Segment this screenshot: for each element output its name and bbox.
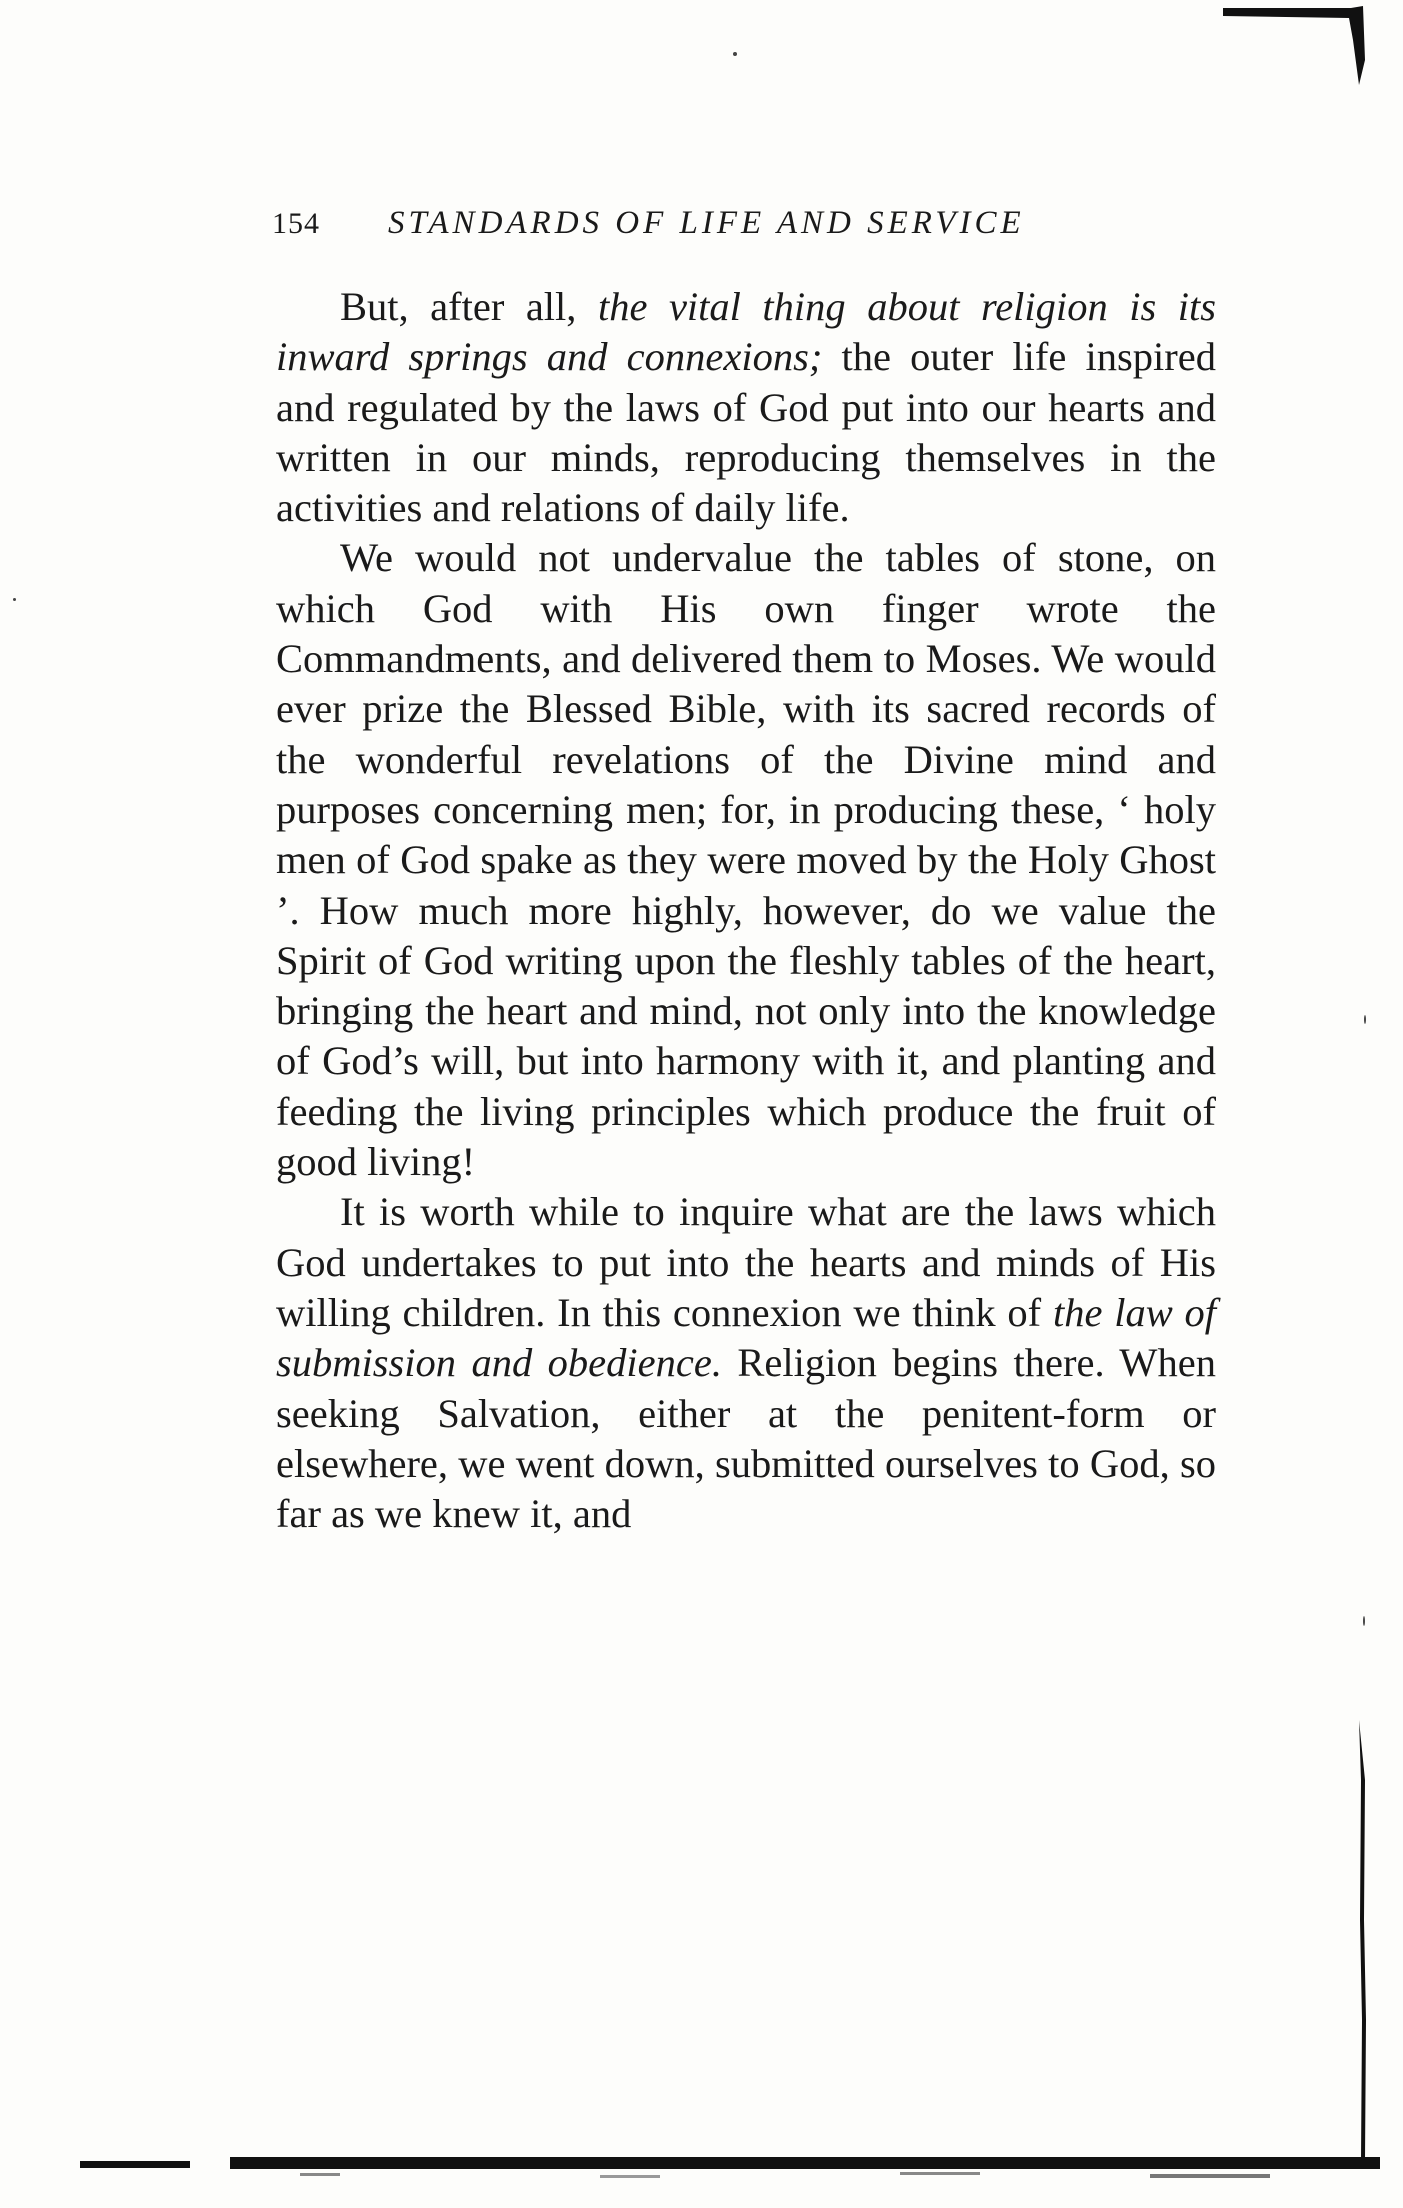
text-run: the outer life inspired and regulated by the laws of God put into our hearts and written in our minds, reproducing themselves in the activities and relations of daily life. (276, 334, 1216, 531)
scan-corner-mark (1223, 0, 1373, 90)
scan-edge-shadow (1353, 1720, 1373, 2160)
page-number: 154 (272, 207, 320, 240)
scan-speck (13, 598, 16, 601)
text-run: We would not undervalue the tables of stone, on which God with His own finger wrote the Commandments, and delivered them to Moses. We would ever prize the Blessed Bible, with its sacred records of the wonderful revelations of the Divine mind and purposes concerning men; for, in producing these, ‘ holy men of God spake as they were moved by the Holy Ghost ’. How much more highly, however, do we value the Spirit of God writing upon the fleshly tables of the heart, bringing the heart and mind, not only into the knowledge of God’s will, but into harmony with it, and planting and feeding the living principles which produce the fruit of good living! (276, 535, 1216, 1185)
body-text (276, 282, 1216, 1539)
paragraph (276, 282, 1216, 533)
running-head (272, 205, 1222, 261)
paragraph (276, 533, 1216, 1187)
italic-text-run: the vital thing about religion is its inward springs and connexions; (276, 284, 1216, 380)
running-title: STANDARDS OF LIFE AND SERVICE (388, 205, 1025, 241)
scan-speck (1363, 1616, 1365, 1626)
text-run: It is worth while to inquire what are the laws which God undertakes to put into the hearts and minds of His willing children. In this connexion we think of (276, 1189, 1216, 1335)
italic-text-run: the law of submission and obedience. (276, 1289, 1216, 1386)
text-run: Religion begins there. When seeking Salvation, either at the penitent-form or elsewhere, we went down, submitted ourselves to God, so far as we knew it, and (276, 1340, 1216, 1537)
scan-bottom-band (0, 2155, 1403, 2208)
paragraph (276, 1187, 1216, 1539)
scan-speck (1364, 1015, 1366, 1024)
scan-speck (733, 52, 737, 56)
text-run: But, after all, (340, 284, 598, 329)
